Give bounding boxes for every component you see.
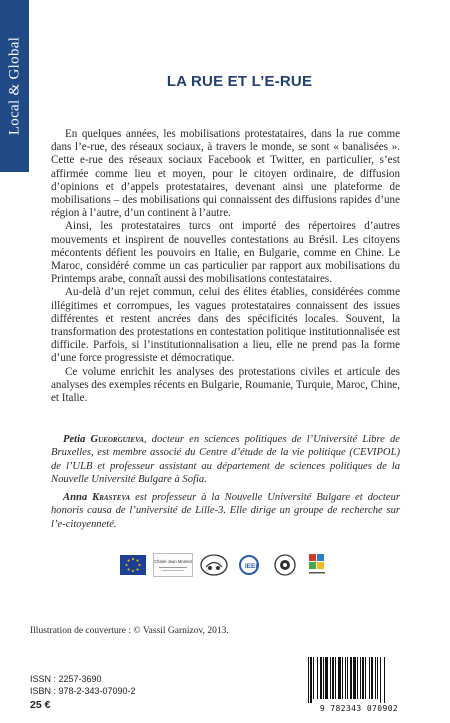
chaire-jean-monnet-logo bbox=[153, 553, 193, 577]
author-first-name: Anna bbox=[63, 492, 88, 503]
ieei-logo bbox=[238, 554, 264, 576]
author-bio-2 bbox=[51, 491, 400, 531]
issn: ISSN : 2257-3690 bbox=[30, 674, 102, 684]
book-title: LA RUE ET L’E-RUE bbox=[166, 73, 313, 90]
paragraph: Ainsi, les protestataires turcs ont importé des répertoires d’autres mouvements et inspirent de nouvelles contestations au Brésil. Les citoyens mécontents défient les pouvoirs en Italie, en Bulgarie, comme en Chine. Le Maroc, considéré comme un cas particulier par rapport aux mobilisations du Printemps arabe, connaît aussi des mobilisations contestataires. bbox=[51, 220, 400, 286]
paragraph: Ce volume enrichit les analyses des protestations civiles et articule des analyses des exemples récents en Bulgarie, Roumanie, Turquie, Maroc, Chine, et Italie. bbox=[51, 365, 400, 405]
isbn: ISBN : 978-2-343-07090-2 bbox=[30, 686, 136, 696]
eu-flag-logo bbox=[120, 555, 146, 575]
cover-credit: Illustration de couverture : © Vassil Garnizov, 2013. bbox=[30, 626, 229, 636]
author-last-name: Krasteva bbox=[92, 492, 131, 503]
l-harmattan-logo bbox=[307, 553, 329, 577]
institution-seal-logo bbox=[199, 553, 229, 577]
barcode-number: 9 782343 070902 bbox=[319, 704, 399, 713]
back-cover-text bbox=[51, 128, 400, 405]
series-label: Local & Global bbox=[6, 36, 22, 136]
author-first-name: Petia bbox=[63, 434, 86, 445]
chaire-logo-text: Chaire Jean Monnet bbox=[154, 559, 192, 564]
paragraph: Au-delà d’un rejet commun, celui des élites établies, considérées comme illégitimes et corrompues, les vagues protestataires connaissent des issues différentes et restent ancrées dans des spécificités locales. Souvent, la transformation des protestations en contestation politique institutionnalisée est difficile. Parfois, si l’institutionnalisation a lieu, elle ne prend pas la forme d’une force progressiste et démocratique. bbox=[51, 286, 400, 365]
barcode-bars bbox=[300, 657, 418, 703]
ieei-logo-text: IEEI bbox=[244, 563, 258, 570]
series-sidebar bbox=[0, 0, 29, 172]
author-last-name: Gueorguieva bbox=[90, 434, 144, 445]
barcode bbox=[300, 657, 418, 713]
price: 25 € bbox=[30, 699, 51, 711]
author-bio-text: , docteur en sciences politiques de l’Université Libre de Bruxelles, est membre associé du Centre d’étude de la vie politique (CEVIPOL) de l’ULB et professeur assistant au département de sciences politiques de la Nouvelle Université Bulgare à Sofia. bbox=[51, 434, 400, 486]
round-emblem-logo bbox=[273, 553, 297, 577]
author-bio-text: est professeur à la Nouvelle Université Bulgare et docteur honoris causa de l’université de Lille-3. Elle dirige un groupe de recherche sur l’e-citoyenneté. bbox=[51, 492, 400, 530]
author-bio-1 bbox=[51, 433, 400, 487]
paragraph: En quelques années, les mobilisations protestataires, dans la rue comme dans l’e-rue, des réseaux sociaux, à travers le monde, se sont « banalisées ». Cette e-rue des réseaux sociaux Facebook et Twitter, en particulier, s’est affirmée comme lieu et moyen, pour le citoyen ordinaire, de diffusion d’opinions et d’appels protestataires, devenant ainsi une plateforme de mobilisations – des mobilisations qui connaissent des diffusions rapides d’une région à l’autre, d’un continent à l’autre. bbox=[51, 128, 400, 220]
